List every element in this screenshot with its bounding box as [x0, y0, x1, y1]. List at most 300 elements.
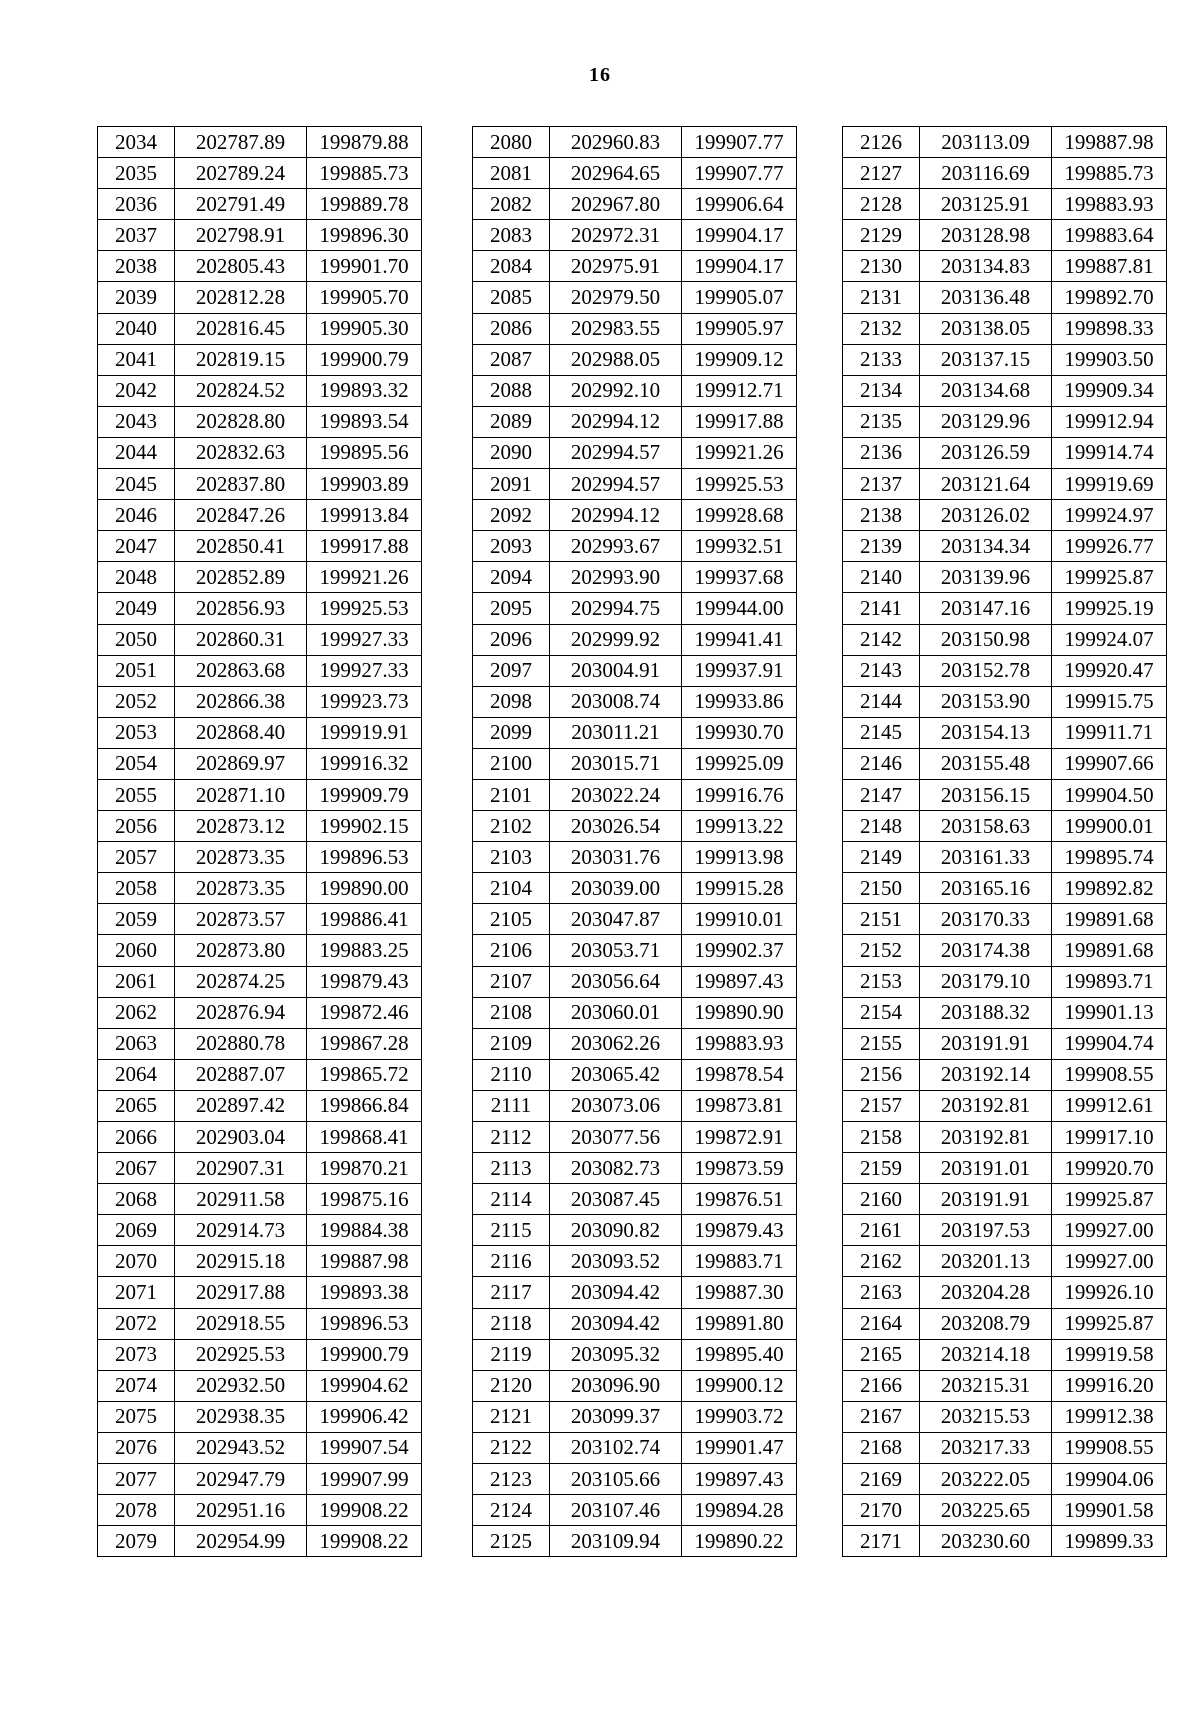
y-coordinate-cell: 199902.37 [682, 935, 797, 966]
point-number-cell: 2060 [98, 935, 175, 966]
x-coordinate-cell: 202863.68 [175, 655, 307, 686]
x-coordinate-cell: 203008.74 [550, 686, 682, 717]
point-number-cell: 2161 [843, 1215, 920, 1246]
table-row [98, 935, 422, 966]
table-row [98, 1028, 422, 1059]
point-number-cell: 2081 [473, 158, 550, 189]
x-coordinate-cell: 203137.15 [920, 344, 1052, 375]
point-number-cell: 2064 [98, 1059, 175, 1090]
table-row [98, 624, 422, 655]
point-number-cell: 2045 [98, 469, 175, 500]
table-row [473, 1401, 797, 1432]
x-coordinate-cell: 203165.16 [920, 873, 1052, 904]
x-coordinate-cell: 202994.57 [550, 437, 682, 468]
point-number-cell: 2043 [98, 406, 175, 437]
x-coordinate-cell: 203022.24 [550, 779, 682, 810]
y-coordinate-cell: 199876.51 [682, 1184, 797, 1215]
point-number-cell: 2085 [473, 282, 550, 313]
coordinate-table-2 [472, 126, 797, 1557]
table-row [843, 469, 1167, 500]
point-number-cell: 2168 [843, 1432, 920, 1463]
table-row [98, 1526, 422, 1557]
point-number-cell: 2103 [473, 842, 550, 873]
x-coordinate-cell: 202993.67 [550, 531, 682, 562]
y-coordinate-cell: 199904.17 [682, 251, 797, 282]
x-coordinate-cell: 203109.94 [550, 1526, 682, 1557]
x-coordinate-cell: 203056.64 [550, 966, 682, 997]
x-coordinate-cell: 203129.96 [920, 406, 1052, 437]
x-coordinate-cell: 202954.99 [175, 1526, 307, 1557]
x-coordinate-cell: 202972.31 [550, 220, 682, 251]
table-row [473, 282, 797, 313]
y-coordinate-cell: 199928.68 [682, 500, 797, 531]
point-number-cell: 2042 [98, 375, 175, 406]
y-coordinate-cell: 199866.84 [307, 1090, 422, 1121]
y-coordinate-cell: 199907.77 [682, 127, 797, 158]
point-number-cell: 2047 [98, 531, 175, 562]
table-row [843, 842, 1167, 873]
x-coordinate-cell: 202860.31 [175, 624, 307, 655]
point-number-cell: 2040 [98, 313, 175, 344]
table-row [843, 220, 1167, 251]
table-row [98, 1308, 422, 1339]
point-number-cell: 2125 [473, 1526, 550, 1557]
y-coordinate-cell: 199883.71 [682, 1246, 797, 1277]
x-coordinate-cell: 202873.57 [175, 904, 307, 935]
x-coordinate-cell: 202994.75 [550, 593, 682, 624]
x-coordinate-cell: 203105.66 [550, 1464, 682, 1495]
table-row [843, 127, 1167, 158]
x-coordinate-cell: 202873.35 [175, 842, 307, 873]
x-coordinate-cell: 203094.42 [550, 1308, 682, 1339]
point-number-cell: 2151 [843, 904, 920, 935]
point-number-cell: 2154 [843, 997, 920, 1028]
table-row [98, 811, 422, 842]
x-coordinate-cell: 202911.58 [175, 1184, 307, 1215]
x-coordinate-cell: 203158.63 [920, 811, 1052, 842]
x-coordinate-cell: 202873.80 [175, 935, 307, 966]
x-coordinate-cell: 203191.01 [920, 1153, 1052, 1184]
table-row [473, 748, 797, 779]
y-coordinate-cell: 199892.82 [1052, 873, 1167, 904]
table-row [473, 779, 797, 810]
y-coordinate-cell: 199879.43 [682, 1215, 797, 1246]
y-coordinate-cell: 199925.09 [682, 748, 797, 779]
x-coordinate-cell: 202947.79 [175, 1464, 307, 1495]
x-coordinate-cell: 203170.33 [920, 904, 1052, 935]
point-number-cell: 2166 [843, 1370, 920, 1401]
point-number-cell: 2079 [98, 1526, 175, 1557]
x-coordinate-cell: 203204.28 [920, 1277, 1052, 1308]
y-coordinate-cell: 199890.00 [307, 873, 422, 904]
x-coordinate-cell: 202932.50 [175, 1370, 307, 1401]
table-row [473, 935, 797, 966]
table-row [473, 842, 797, 873]
x-coordinate-cell: 202873.35 [175, 873, 307, 904]
table-row [98, 779, 422, 810]
coordinate-table-3 [842, 126, 1167, 1557]
x-coordinate-cell: 203174.38 [920, 935, 1052, 966]
point-number-cell: 2114 [473, 1184, 550, 1215]
point-number-cell: 2044 [98, 437, 175, 468]
x-coordinate-cell: 203197.53 [920, 1215, 1052, 1246]
table-row [843, 1090, 1167, 1121]
point-number-cell: 2102 [473, 811, 550, 842]
x-coordinate-cell: 203139.96 [920, 562, 1052, 593]
table-row [98, 655, 422, 686]
y-coordinate-cell: 199901.13 [1052, 997, 1167, 1028]
x-coordinate-cell: 202964.65 [550, 158, 682, 189]
x-coordinate-cell: 203126.02 [920, 500, 1052, 531]
point-number-cell: 2061 [98, 966, 175, 997]
y-coordinate-cell: 199925.53 [682, 469, 797, 500]
y-coordinate-cell: 199915.28 [682, 873, 797, 904]
point-number-cell: 2039 [98, 282, 175, 313]
table-row [98, 748, 422, 779]
table-row [473, 1028, 797, 1059]
x-coordinate-cell: 203015.71 [550, 748, 682, 779]
table-row [98, 189, 422, 220]
y-coordinate-cell: 199905.30 [307, 313, 422, 344]
y-coordinate-cell: 199903.72 [682, 1401, 797, 1432]
x-coordinate-cell: 202938.35 [175, 1401, 307, 1432]
y-coordinate-cell: 199893.54 [307, 406, 422, 437]
table-row [843, 1339, 1167, 1370]
table-row [98, 1464, 422, 1495]
y-coordinate-cell: 199921.26 [307, 562, 422, 593]
y-coordinate-cell: 199887.30 [682, 1277, 797, 1308]
y-coordinate-cell: 199927.00 [1052, 1215, 1167, 1246]
x-coordinate-cell: 202999.92 [550, 624, 682, 655]
point-number-cell: 2050 [98, 624, 175, 655]
y-coordinate-cell: 199917.88 [682, 406, 797, 437]
point-number-cell: 2077 [98, 1464, 175, 1495]
x-coordinate-cell: 203047.87 [550, 904, 682, 935]
table-row [98, 562, 422, 593]
x-coordinate-cell: 202994.12 [550, 406, 682, 437]
table-row [843, 655, 1167, 686]
y-coordinate-cell: 199907.77 [682, 158, 797, 189]
y-coordinate-cell: 199905.70 [307, 282, 422, 313]
y-coordinate-cell: 199909.34 [1052, 375, 1167, 406]
y-coordinate-cell: 199913.98 [682, 842, 797, 873]
y-coordinate-cell: 199905.07 [682, 282, 797, 313]
x-coordinate-cell: 202798.91 [175, 220, 307, 251]
point-number-cell: 2132 [843, 313, 920, 344]
x-coordinate-cell: 202828.80 [175, 406, 307, 437]
y-coordinate-cell: 199917.88 [307, 531, 422, 562]
y-coordinate-cell: 199925.87 [1052, 562, 1167, 593]
x-coordinate-cell: 203004.91 [550, 655, 682, 686]
y-coordinate-cell: 199925.19 [1052, 593, 1167, 624]
table-row [98, 1246, 422, 1277]
x-coordinate-cell: 202874.25 [175, 966, 307, 997]
y-coordinate-cell: 199919.58 [1052, 1339, 1167, 1370]
table-row [98, 1090, 422, 1121]
point-number-cell: 2127 [843, 158, 920, 189]
table-row [843, 1495, 1167, 1526]
x-coordinate-cell: 202887.07 [175, 1059, 307, 1090]
point-number-cell: 2169 [843, 1464, 920, 1495]
point-number-cell: 2068 [98, 1184, 175, 1215]
table-row [473, 686, 797, 717]
y-coordinate-cell: 199867.28 [307, 1028, 422, 1059]
table-row [98, 531, 422, 562]
point-number-cell: 2142 [843, 624, 920, 655]
table-row [473, 873, 797, 904]
table-row [843, 1464, 1167, 1495]
point-number-cell: 2167 [843, 1401, 920, 1432]
table-row [843, 686, 1167, 717]
point-number-cell: 2112 [473, 1122, 550, 1153]
y-coordinate-cell: 199906.42 [307, 1401, 422, 1432]
table-row [473, 1090, 797, 1121]
y-coordinate-cell: 199919.91 [307, 717, 422, 748]
point-number-cell: 2162 [843, 1246, 920, 1277]
point-number-cell: 2170 [843, 1495, 920, 1526]
y-coordinate-cell: 199909.79 [307, 779, 422, 810]
point-number-cell: 2136 [843, 437, 920, 468]
table-row [473, 344, 797, 375]
y-coordinate-cell: 199908.55 [1052, 1432, 1167, 1463]
x-coordinate-cell: 203107.46 [550, 1495, 682, 1526]
y-coordinate-cell: 199903.50 [1052, 344, 1167, 375]
x-coordinate-cell: 202869.97 [175, 748, 307, 779]
point-number-cell: 2126 [843, 127, 920, 158]
x-coordinate-cell: 202975.91 [550, 251, 682, 282]
point-number-cell: 2117 [473, 1277, 550, 1308]
y-coordinate-cell: 199870.21 [307, 1153, 422, 1184]
table-row [843, 966, 1167, 997]
y-coordinate-cell: 199913.84 [307, 500, 422, 531]
y-coordinate-cell: 199896.53 [307, 1308, 422, 1339]
point-number-cell: 2158 [843, 1122, 920, 1153]
point-number-cell: 2099 [473, 717, 550, 748]
point-number-cell: 2083 [473, 220, 550, 251]
table-row [473, 655, 797, 686]
table-row [473, 1246, 797, 1277]
point-number-cell: 2130 [843, 251, 920, 282]
y-coordinate-cell: 199944.00 [682, 593, 797, 624]
y-coordinate-cell: 199897.43 [682, 966, 797, 997]
y-coordinate-cell: 199900.01 [1052, 811, 1167, 842]
point-number-cell: 2036 [98, 189, 175, 220]
x-coordinate-cell: 202880.78 [175, 1028, 307, 1059]
table-row [98, 1122, 422, 1153]
y-coordinate-cell: 199916.76 [682, 779, 797, 810]
point-number-cell: 2139 [843, 531, 920, 562]
x-coordinate-cell: 203191.91 [920, 1028, 1052, 1059]
y-coordinate-cell: 199895.74 [1052, 842, 1167, 873]
table-row [843, 1370, 1167, 1401]
y-coordinate-cell: 199890.90 [682, 997, 797, 1028]
point-number-cell: 2140 [843, 562, 920, 593]
y-coordinate-cell: 199907.54 [307, 1432, 422, 1463]
table-row [843, 1308, 1167, 1339]
x-coordinate-cell: 202915.18 [175, 1246, 307, 1277]
x-coordinate-cell: 202917.88 [175, 1277, 307, 1308]
x-coordinate-cell: 203155.48 [920, 748, 1052, 779]
x-coordinate-cell: 203060.01 [550, 997, 682, 1028]
point-number-cell: 2069 [98, 1215, 175, 1246]
x-coordinate-cell: 203136.48 [920, 282, 1052, 313]
y-coordinate-cell: 199924.97 [1052, 500, 1167, 531]
table-row [473, 1215, 797, 1246]
point-number-cell: 2138 [843, 500, 920, 531]
x-coordinate-cell: 202847.26 [175, 500, 307, 531]
point-number-cell: 2038 [98, 251, 175, 282]
table-row [98, 1153, 422, 1184]
table-row [473, 158, 797, 189]
x-coordinate-cell: 203192.81 [920, 1090, 1052, 1121]
y-coordinate-cell: 199920.70 [1052, 1153, 1167, 1184]
point-number-cell: 2149 [843, 842, 920, 873]
y-coordinate-cell: 199908.55 [1052, 1059, 1167, 1090]
y-coordinate-cell: 199883.93 [682, 1028, 797, 1059]
point-number-cell: 2123 [473, 1464, 550, 1495]
point-number-cell: 2096 [473, 624, 550, 655]
table-row [98, 127, 422, 158]
table-row [98, 1370, 422, 1401]
table-row [98, 469, 422, 500]
point-number-cell: 2122 [473, 1432, 550, 1463]
point-number-cell: 2093 [473, 531, 550, 562]
x-coordinate-cell: 203113.09 [920, 127, 1052, 158]
y-coordinate-cell: 199903.89 [307, 469, 422, 500]
y-coordinate-cell: 199865.72 [307, 1059, 422, 1090]
y-coordinate-cell: 199907.99 [307, 1464, 422, 1495]
table-row [843, 1401, 1167, 1432]
x-coordinate-cell: 202852.89 [175, 562, 307, 593]
table-row [98, 1184, 422, 1215]
point-number-cell: 2121 [473, 1401, 550, 1432]
x-coordinate-cell: 203150.98 [920, 624, 1052, 655]
point-number-cell: 2107 [473, 966, 550, 997]
x-coordinate-cell: 203156.15 [920, 779, 1052, 810]
point-number-cell: 2119 [473, 1339, 550, 1370]
y-coordinate-cell: 199901.70 [307, 251, 422, 282]
x-coordinate-cell: 202903.04 [175, 1122, 307, 1153]
table-row [98, 500, 422, 531]
y-coordinate-cell: 199897.43 [682, 1464, 797, 1495]
point-number-cell: 2145 [843, 717, 920, 748]
table-row [473, 531, 797, 562]
point-number-cell: 2110 [473, 1059, 550, 1090]
x-coordinate-cell: 203011.21 [550, 717, 682, 748]
y-coordinate-cell: 199917.10 [1052, 1122, 1167, 1153]
point-number-cell: 2133 [843, 344, 920, 375]
y-coordinate-cell: 199930.70 [682, 717, 797, 748]
point-number-cell: 2037 [98, 220, 175, 251]
x-coordinate-cell: 203099.37 [550, 1401, 682, 1432]
y-coordinate-cell: 199900.79 [307, 1339, 422, 1370]
x-coordinate-cell: 203214.18 [920, 1339, 1052, 1370]
table-row [473, 1432, 797, 1463]
y-coordinate-cell: 199932.51 [682, 531, 797, 562]
x-coordinate-cell: 202960.83 [550, 127, 682, 158]
x-coordinate-cell: 203201.13 [920, 1246, 1052, 1277]
table-row [473, 997, 797, 1028]
y-coordinate-cell: 199901.58 [1052, 1495, 1167, 1526]
table-row [98, 593, 422, 624]
y-coordinate-cell: 199879.88 [307, 127, 422, 158]
table-row [843, 375, 1167, 406]
table-row [98, 842, 422, 873]
x-coordinate-cell: 202914.73 [175, 1215, 307, 1246]
table-row [473, 1308, 797, 1339]
table-row [473, 375, 797, 406]
table-row [98, 997, 422, 1028]
x-coordinate-cell: 202832.63 [175, 437, 307, 468]
point-number-cell: 2055 [98, 779, 175, 810]
table-row [473, 127, 797, 158]
y-coordinate-cell: 199883.25 [307, 935, 422, 966]
x-coordinate-cell: 202868.40 [175, 717, 307, 748]
point-number-cell: 2141 [843, 593, 920, 624]
y-coordinate-cell: 199926.10 [1052, 1277, 1167, 1308]
x-coordinate-cell: 202993.90 [550, 562, 682, 593]
y-coordinate-cell: 199889.78 [307, 189, 422, 220]
point-number-cell: 2153 [843, 966, 920, 997]
point-number-cell: 2106 [473, 935, 550, 966]
x-coordinate-cell: 202897.42 [175, 1090, 307, 1121]
point-number-cell: 2057 [98, 842, 175, 873]
table-row [473, 1464, 797, 1495]
table-row [473, 624, 797, 655]
y-coordinate-cell: 199892.70 [1052, 282, 1167, 313]
x-coordinate-cell: 202789.24 [175, 158, 307, 189]
table-row [98, 1215, 422, 1246]
y-coordinate-cell: 199912.38 [1052, 1401, 1167, 1432]
y-coordinate-cell: 199908.22 [307, 1526, 422, 1557]
y-coordinate-cell: 199925.87 [1052, 1184, 1167, 1215]
table-row [843, 1432, 1167, 1463]
point-number-cell: 2092 [473, 500, 550, 531]
table-row [843, 189, 1167, 220]
x-coordinate-cell: 203128.98 [920, 220, 1052, 251]
point-number-cell: 2150 [843, 873, 920, 904]
y-coordinate-cell: 199901.47 [682, 1432, 797, 1463]
x-coordinate-cell: 203138.05 [920, 313, 1052, 344]
y-coordinate-cell: 199916.20 [1052, 1370, 1167, 1401]
x-coordinate-cell: 202988.05 [550, 344, 682, 375]
y-coordinate-cell: 199875.16 [307, 1184, 422, 1215]
y-coordinate-cell: 199884.38 [307, 1215, 422, 1246]
point-number-cell: 2104 [473, 873, 550, 904]
point-number-cell: 2067 [98, 1153, 175, 1184]
table-row [473, 562, 797, 593]
x-coordinate-cell: 202873.12 [175, 811, 307, 842]
table-row [843, 717, 1167, 748]
x-coordinate-cell: 203065.42 [550, 1059, 682, 1090]
point-number-cell: 2053 [98, 717, 175, 748]
x-coordinate-cell: 203161.33 [920, 842, 1052, 873]
x-coordinate-cell: 203230.60 [920, 1526, 1052, 1557]
point-number-cell: 2171 [843, 1526, 920, 1557]
table-row [843, 158, 1167, 189]
x-coordinate-cell: 203094.42 [550, 1277, 682, 1308]
point-number-cell: 2090 [473, 437, 550, 468]
x-coordinate-cell: 202943.52 [175, 1432, 307, 1463]
point-number-cell: 2075 [98, 1401, 175, 1432]
x-coordinate-cell: 203179.10 [920, 966, 1052, 997]
y-coordinate-cell: 199893.71 [1052, 966, 1167, 997]
y-coordinate-cell: 199891.68 [1052, 935, 1167, 966]
table-row [98, 437, 422, 468]
x-coordinate-cell: 202992.10 [550, 375, 682, 406]
y-coordinate-cell: 199904.62 [307, 1370, 422, 1401]
y-coordinate-cell: 199904.74 [1052, 1028, 1167, 1059]
